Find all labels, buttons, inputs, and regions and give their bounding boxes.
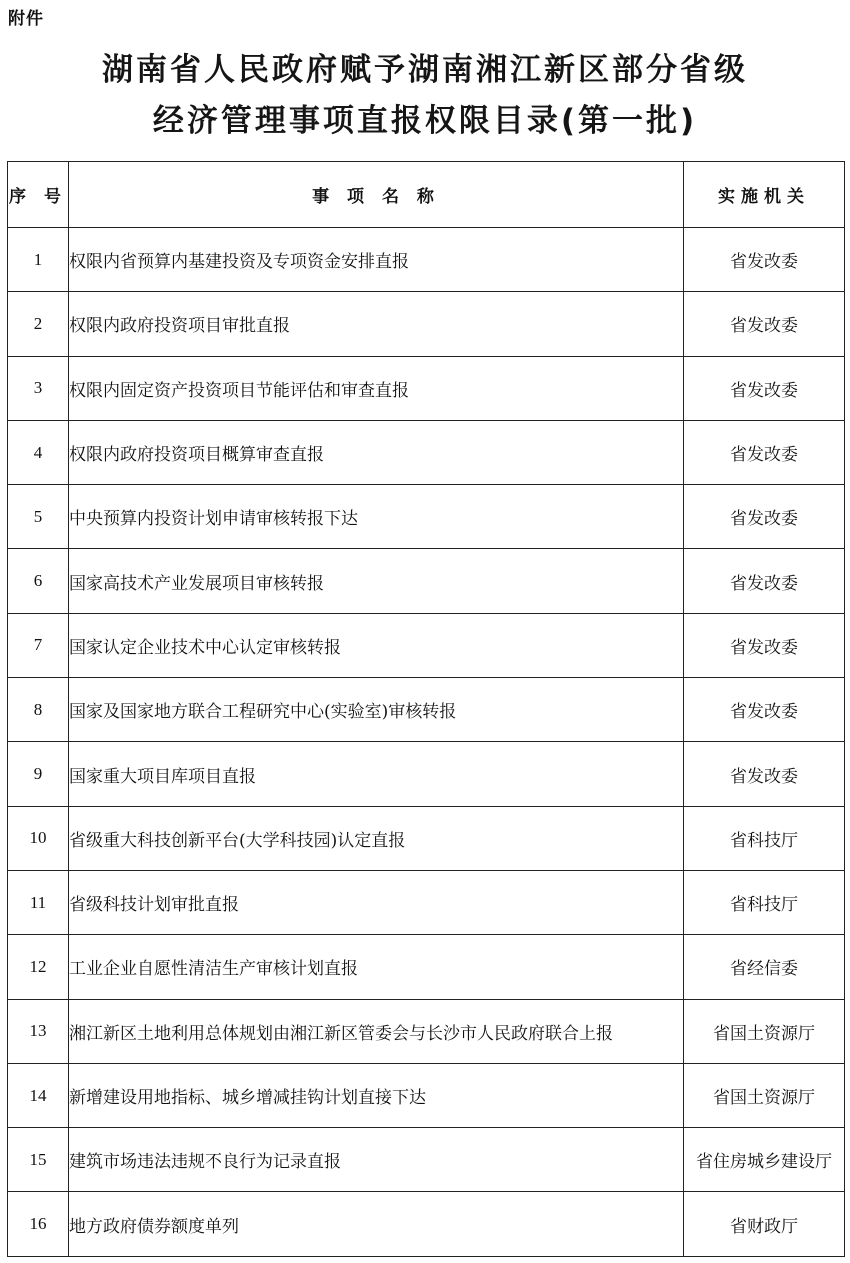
document-title-line-2: 经济管理事项直报权限目录(第一批) bbox=[152, 103, 698, 139]
row-implementing-agency: 省发改委 bbox=[684, 613, 845, 677]
row-serial-number: 14 bbox=[8, 1063, 69, 1127]
row-serial-number: 2 bbox=[8, 292, 69, 356]
table-row bbox=[8, 999, 845, 1063]
header-item-name: 事 项 名 称 bbox=[69, 162, 684, 228]
table-row bbox=[8, 742, 845, 806]
row-item-name: 地方政府债券额度单列 bbox=[69, 1192, 684, 1256]
row-serial-number: 11 bbox=[8, 870, 69, 934]
row-implementing-agency: 省经信委 bbox=[684, 935, 845, 999]
row-item-name: 国家及国家地方联合工程研究中心(实验室)审核转报 bbox=[69, 678, 684, 742]
row-item-name: 省级科技计划审批直报 bbox=[69, 870, 684, 934]
row-serial-number: 9 bbox=[8, 742, 69, 806]
row-item-name: 权限内省预算内基建投资及专项资金安排直报 bbox=[69, 228, 684, 292]
row-implementing-agency: 省发改委 bbox=[684, 292, 845, 356]
row-serial-number: 1 bbox=[8, 228, 69, 292]
row-item-name: 国家高技术产业发展项目审核转报 bbox=[69, 549, 684, 613]
row-implementing-agency: 省发改委 bbox=[684, 549, 845, 613]
row-implementing-agency: 省国土资源厅 bbox=[684, 999, 845, 1063]
table-row bbox=[8, 356, 845, 420]
row-implementing-agency: 省发改委 bbox=[684, 742, 845, 806]
row-serial-number: 15 bbox=[8, 1128, 69, 1192]
table-row bbox=[8, 1063, 845, 1127]
row-serial-number: 10 bbox=[8, 806, 69, 870]
table-row bbox=[8, 678, 845, 742]
row-implementing-agency: 省发改委 bbox=[684, 356, 845, 420]
table-row bbox=[8, 1192, 845, 1256]
row-serial-number: 7 bbox=[8, 613, 69, 677]
header-implementing-agency: 实施机关 bbox=[684, 162, 845, 228]
row-serial-number: 3 bbox=[8, 356, 69, 420]
document-title-line-1: 湖南省人民政府赋予湖南湘江新区部分省级 bbox=[102, 52, 748, 88]
row-serial-number: 4 bbox=[8, 420, 69, 484]
table-row bbox=[8, 228, 845, 292]
table-row bbox=[8, 292, 845, 356]
table-row bbox=[8, 935, 845, 999]
row-item-name: 工业企业自愿性清洁生产审核计划直报 bbox=[69, 935, 684, 999]
row-serial-number: 8 bbox=[8, 678, 69, 742]
table-row bbox=[8, 870, 845, 934]
row-implementing-agency: 省国土资源厅 bbox=[684, 1063, 845, 1127]
table-row bbox=[8, 1128, 845, 1192]
header-serial-number: 序 号 bbox=[8, 162, 69, 228]
row-item-name: 权限内固定资产投资项目节能评估和审查直报 bbox=[69, 356, 684, 420]
row-item-name: 国家重大项目库项目直报 bbox=[69, 742, 684, 806]
row-item-name: 权限内政府投资项目审批直报 bbox=[69, 292, 684, 356]
row-item-name: 新增建设用地指标、城乡增减挂钩计划直接下达 bbox=[69, 1063, 684, 1127]
table-row bbox=[8, 485, 845, 549]
row-item-name: 国家认定企业技术中心认定审核转报 bbox=[69, 613, 684, 677]
row-item-name: 湘江新区土地利用总体规划由湘江新区管委会与长沙市人民政府联合上报 bbox=[69, 999, 684, 1063]
row-implementing-agency: 省发改委 bbox=[684, 678, 845, 742]
attachment-label: 附件 bbox=[8, 9, 44, 29]
row-serial-number: 12 bbox=[8, 935, 69, 999]
row-implementing-agency: 省发改委 bbox=[684, 228, 845, 292]
table-row bbox=[8, 420, 845, 484]
row-item-name: 中央预算内投资计划申请审核转报下达 bbox=[69, 485, 684, 549]
table-header-row bbox=[8, 162, 845, 228]
table-row bbox=[8, 806, 845, 870]
row-serial-number: 6 bbox=[8, 549, 69, 613]
row-item-name: 权限内政府投资项目概算审查直报 bbox=[69, 420, 684, 484]
row-implementing-agency: 省发改委 bbox=[684, 420, 845, 484]
row-implementing-agency: 省财政厅 bbox=[684, 1192, 845, 1256]
row-serial-number: 13 bbox=[8, 999, 69, 1063]
row-implementing-agency: 省住房城乡建设厅 bbox=[684, 1128, 845, 1192]
row-serial-number: 5 bbox=[8, 485, 69, 549]
table-row bbox=[8, 549, 845, 613]
table-row bbox=[8, 613, 845, 677]
row-item-name: 建筑市场违法违规不良行为记录直报 bbox=[69, 1128, 684, 1192]
row-implementing-agency: 省发改委 bbox=[684, 485, 845, 549]
row-implementing-agency: 省科技厅 bbox=[684, 870, 845, 934]
row-serial-number: 16 bbox=[8, 1192, 69, 1256]
catalog-table bbox=[7, 161, 845, 1257]
row-item-name: 省级重大科技创新平台(大学科技园)认定直报 bbox=[69, 806, 684, 870]
row-implementing-agency: 省科技厅 bbox=[684, 806, 845, 870]
